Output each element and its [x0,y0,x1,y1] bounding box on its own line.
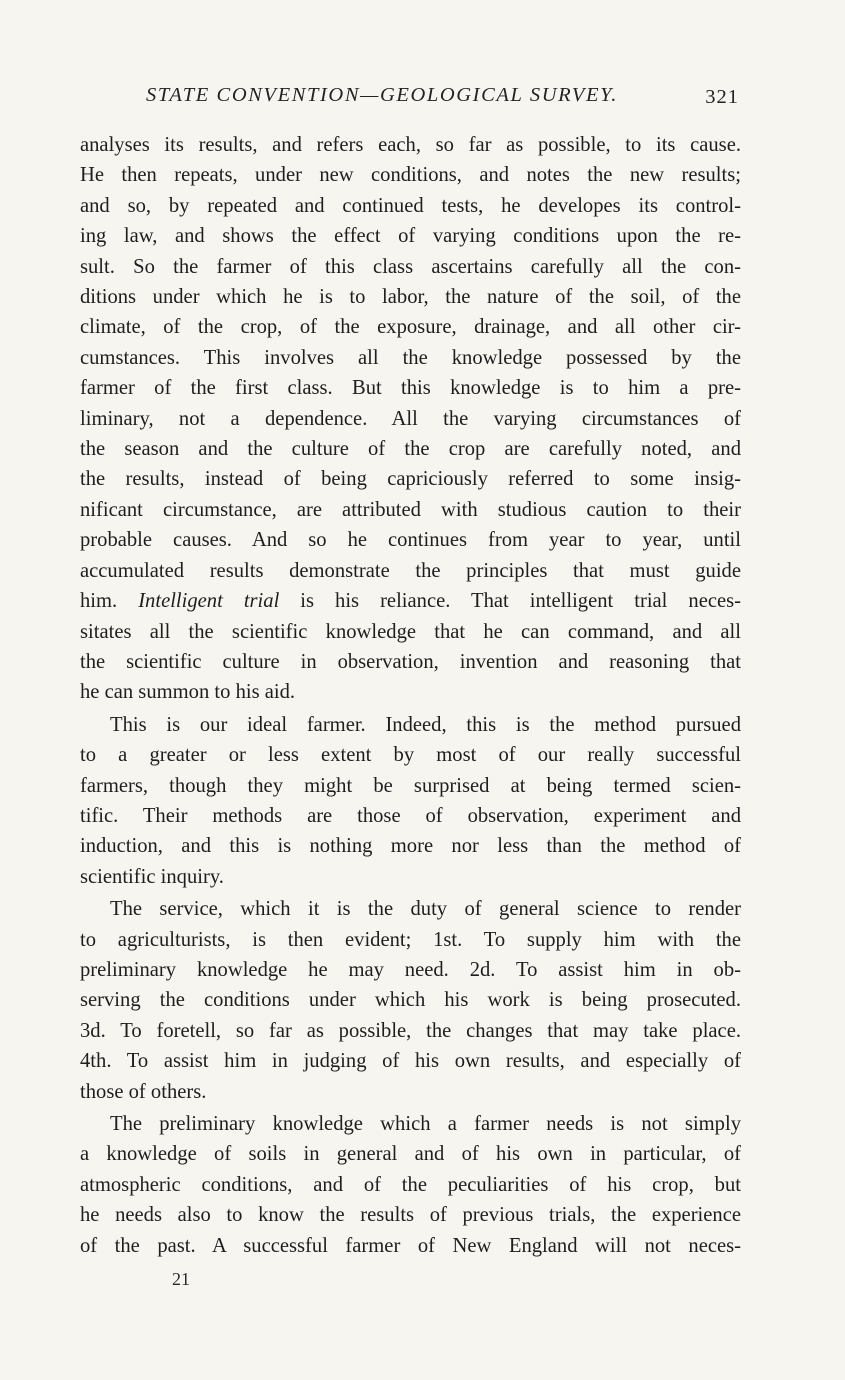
text-fragment: is his reliance. That intelligent trial neces- [279,590,741,613]
paragraph-2 [80,710,741,892]
text-line: tific. Their methods are those of observation, experiment and [80,804,741,827]
text-line: the results, instead of being capriciously referred to some insig- [80,468,741,491]
text-line: those of others. [80,1080,207,1103]
text-line: The service, which it is the duty of general science to render [110,898,741,921]
text-line: The preliminary knowledge which a farmer needs is not simply [110,1113,741,1135]
text-line: probable causes. And so he continues from year to year, until [80,529,741,552]
text-line: accumulated results demonstrate the principles that must guide [80,559,741,582]
paragraph-1 [80,130,741,708]
text-line: 4th. To assist him in judging of his own results, and especially of [80,1050,741,1073]
text-line: ing law, and shows the effect of varying conditions upon the re- [80,225,741,248]
text-line: cumstances. This involves all the knowledge possessed by the [80,346,741,369]
text-line: to agriculturists, is then evident; 1st. To supply him with the [80,928,741,951]
text-line: sult. So the farmer of this class ascertains carefully all the con- [80,255,741,278]
text-line-with-italic [80,586,741,616]
text-line: to a greater or less extent by most of our really successful [80,744,741,767]
text-line: atmospheric conditions, and of the peculiarities of his crop, but [80,1173,741,1196]
page-number: 321 [705,86,739,108]
text-line: nificant circumstance, are attributed with studious caution to their [80,498,741,521]
text-line: climate, of the crop, of the exposure, drainage, and all other cir- [80,316,741,339]
text-line: 3d. To foretell, so far as possible, the changes that may take place. [80,1019,741,1042]
text-line: serving the conditions under which his work is being prosecuted. [80,989,741,1012]
text-line: sitates all the scientific knowledge that he can command, and all [80,620,741,643]
signature-mark: 21 [172,1269,190,1289]
text-line: liminary, not a dependence. All the varying circumstances of [80,407,741,430]
text-line: ditions under which he is to labor, the nature of the soil, of the [80,286,741,309]
text-line: farmer of the first class. But this knowledge is to him a pre- [80,377,741,400]
text-fragment: him. [80,590,139,613]
running-title: STATE CONVENTION—GEOLOGICAL SURVEY. [146,84,618,106]
text-line: He then repeats, under new conditions, and notes the new results; [80,164,741,187]
text-line: the season and the culture of the crop are carefully noted, and [80,438,741,461]
text-line: preliminary knowledge he may need. 2d. To assist him in ob- [80,958,741,981]
text-line: scientific inquiry. [80,865,224,888]
text-line: and so, by repeated and continued tests, he developes its control- [80,194,741,217]
text-line: he can summon to his aid. [80,681,296,704]
paragraph-3 [80,894,741,1107]
text-line: This is our ideal farmer. Indeed, this is the method pursued [110,713,741,736]
text-line: of the past. A successful farmer of New England will not neces- [80,1234,741,1257]
text-line: he needs also to know the results of previous trials, the experience [80,1204,741,1227]
book-page [80,82,741,1261]
text-line: the scientific culture in observation, invention and reasoning that [80,650,741,673]
text-line: induction, and this is nothing more nor less than the method of [80,835,741,858]
text-line: analyses its results, and refers each, so far as possible, to its cause. [80,134,741,156]
text-line: farmers, though they might be surprised at being termed scien- [80,774,741,797]
running-head [80,82,741,122]
italic-phrase: Intelligent trial [138,590,280,613]
text-line: a knowledge of soils in general and of his own in particular, of [80,1143,741,1166]
paragraph-4 [80,1109,741,1261]
